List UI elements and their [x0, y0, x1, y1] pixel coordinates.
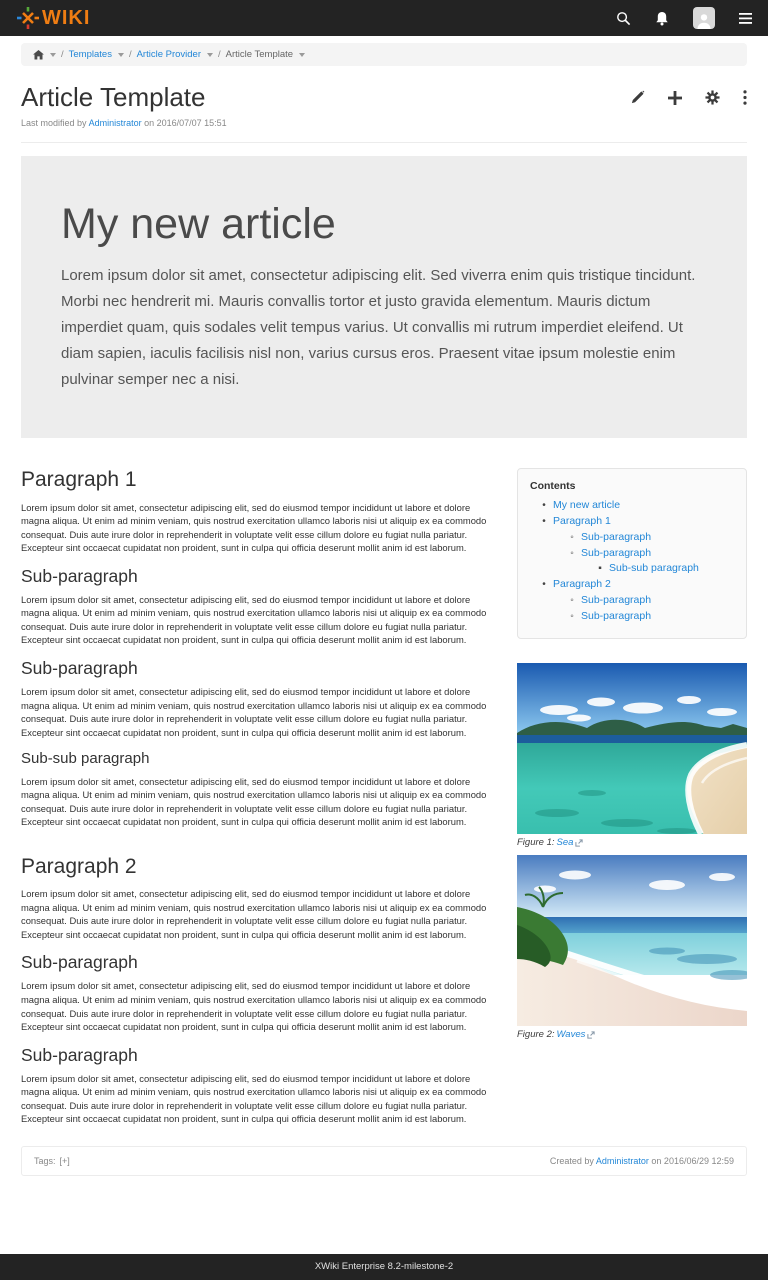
- hero-intro-text: Lorem ipsum dolor sit amet, consectetur adipiscing elit. Sed viverra enim quis tristique tincidunt. Morbi nec hendrerit mi. Mauris convallis tortor et justo gravida elementum. Mauris dictum imperdiet quam, quis sodales velit tempus varius. Ut convallis mi rutrum imperdiet eleifend. Ut diam sapien, iaculis facilisis nisl non, varius cursus eros. Praesent vitae ipsum molestie enim pulvinar semper nec a nisi.: [61, 267, 696, 388]
- breadcrumb-article-provider[interactable]: Article Provider: [136, 49, 202, 60]
- list-bullet: ◦: [570, 547, 574, 559]
- figure-waves-link[interactable]: Waves: [556, 1029, 586, 1041]
- list-bullet: •: [542, 516, 546, 528]
- last-modified-line: Last modified by Administrator on 2016/07/07 15:51: [21, 118, 227, 129]
- section-body: Lorem ipsum dolor sit amet, consectetur adipiscing elit, sed do eiusmod tempor incididunt ut labore et dolore magna aliqua. Ut enim ad minim veniam, quis nostrud exercitation ullamco laboris nisi ut aliquip ex ea commodo consequat. Duis aute irure dolor in reprehenderit in voluptate velit esse cillum dolore eu fugiat nulla pariatur. Excepteur sint occaecat cupidatat non proident, sunt in culpa qui officia deserunt mollit anim id est laborum.: [21, 686, 487, 738]
- site-footer: [0, 1254, 768, 1280]
- contents-title: Contents: [530, 480, 576, 493]
- section-heading: Sub-sub paragraph: [21, 750, 150, 768]
- figure-caption: Figure 2: Waves: [517, 1029, 747, 1040]
- section-body: Lorem ipsum dolor sit amet, consectetur adipiscing elit, sed do eiusmod tempor incididunt ut labore et dolore magna aliqua. Ut enim ad minim veniam, quis nostrud exercitation ullamco laboris nisi ut aliquip ex ea commodo consequat. Duis aute irure dolor in reprehenderit in voluptate velit esse cillum dolore eu fugiat nulla pariatur. Excepteur sint occaecat cupidatat non proident, sunt in culpa qui officia deserunt mollit anim id est laborum.: [21, 593, 487, 646]
- figure-sea: [517, 663, 747, 848]
- search-icon[interactable]: [616, 11, 631, 26]
- chevron-down-icon[interactable]: [207, 53, 213, 57]
- add-plus-icon[interactable]: [668, 91, 682, 105]
- list-bullet: ◦: [570, 531, 574, 543]
- list-bullet: ▪: [598, 563, 602, 575]
- xwiki-logo[interactable]: [16, 6, 90, 30]
- figure-image-waves: [517, 855, 747, 1026]
- bell-icon[interactable]: [655, 11, 669, 26]
- external-link-icon: [587, 1031, 595, 1039]
- tags-label: Tags:: [34, 1155, 56, 1166]
- section-heading: Sub-paragraph: [21, 1044, 138, 1065]
- created-by-user-link[interactable]: Administrator: [595, 1155, 649, 1166]
- add-tag-button[interactable]: [+]: [59, 1155, 70, 1166]
- person-icon: [695, 11, 713, 29]
- user-avatar[interactable]: [693, 7, 715, 29]
- section-heading: Paragraph 1: [21, 468, 137, 492]
- section-heading: Sub-paragraph: [21, 952, 138, 973]
- section-body: Lorem ipsum dolor sit amet, consectetur adipiscing elit, sed do eiusmod tempor incididunt ut labore et dolore magna aliqua. Ut enim ad minim veniam, quis nostrud exercitation ullamco laboris nisi ut aliquip ex ea commodo consequat. Duis aute irure dolor in reprehenderit in voluptate velit esse cillum dolore eu fugiat nulla pariatur. Excepteur sint occaecat cupidatat non proident, sunt in culpa qui officia deserunt mollit anim id est laborum.: [21, 888, 487, 940]
- figure-image-sea: [517, 663, 747, 834]
- toc-item: [530, 609, 734, 625]
- hamburger-menu-icon[interactable]: [739, 13, 752, 24]
- article-hero: [21, 156, 747, 438]
- document-footer: [21, 1146, 747, 1176]
- toc-item: [530, 577, 734, 593]
- figure-waves: [517, 855, 747, 1040]
- created-line: Created by Administrator on 2016/06/29 12:59: [549, 1155, 734, 1166]
- toc-link[interactable]: My new article: [553, 499, 621, 512]
- toc-link[interactable]: Sub-paragraph: [581, 546, 652, 559]
- breadcrumb: / Templates / Article Provider / Article Template: [21, 43, 747, 66]
- list-bullet: •: [542, 500, 546, 512]
- figure-caption: Figure 1: Sea: [517, 837, 747, 848]
- figure-sea-link[interactable]: Sea: [556, 837, 574, 849]
- external-link-icon: [575, 839, 583, 847]
- edit-pencil-icon[interactable]: [630, 90, 645, 105]
- toc-link[interactable]: Sub-paragraph: [581, 609, 652, 622]
- contents-list: [530, 498, 734, 624]
- section-body: Lorem ipsum dolor sit amet, consectetur adipiscing elit, sed do eiusmod tempor incididunt ut labore et dolore magna aliqua. Ut enim ad minim veniam, quis nostrud exercitation ullamco laboris nisi ut aliquip ex ea commodo consequat. Duis aute irure dolor in reprehenderit in voluptate velit esse cillum dolore eu fugiat nulla pariatur. Excepteur sint occaecat cupidatat non proident, sunt in culpa qui officia deserunt mollit anim id est laborum.: [21, 980, 487, 1033]
- chevron-down-icon[interactable]: [50, 53, 56, 57]
- section-body: Lorem ipsum dolor sit amet, consectetur adipiscing elit, sed do eiusmod tempor incididunt ut labore et dolore magna aliqua. Ut enim ad minim veniam, quis nostrud exercitation ullamco laboris nisi ut aliquip ex ea commodo consequat. Duis aute irure dolor in reprehenderit in voluptate velit esse cillum dolore eu fugiat nulla pariatur. Excepteur sint occaecat cupidatat non proident, sunt in culpa qui officia deserunt mollit anim id est laborum.: [21, 775, 487, 828]
- list-bullet: ◦: [570, 610, 574, 622]
- home-icon[interactable]: [33, 50, 44, 60]
- contents-panel: [517, 468, 747, 639]
- page-title: Article Template: [21, 82, 206, 112]
- toc-link[interactable]: Sub-paragraph: [581, 593, 652, 606]
- modified-by-user-link[interactable]: Administrator: [88, 118, 142, 129]
- toc-link[interactable]: Sub-paragraph: [581, 530, 652, 543]
- section-body: Lorem ipsum dolor sit amet, consectetur adipiscing elit, sed do eiusmod tempor incididunt ut labore et dolore magna aliqua. Ut enim ad minim veniam, quis nostrud exercitation ullamco laboris nisi ut aliquip ex ea commodo consequat. Duis aute irure dolor in reprehenderit in voluptate velit esse cillum dolore eu fugiat nulla pariatur. Excepteur sint occaecat cupidatat non proident, sunt in culpa qui officia deserunt mollit anim id est laborum.: [21, 501, 487, 554]
- right-sidebar: [517, 468, 747, 1040]
- toc-item: [530, 561, 734, 577]
- version-text: XWiki Enterprise 8.2-milestone-2: [314, 1261, 454, 1272]
- section-heading: Sub-paragraph: [21, 658, 138, 679]
- settings-gear-icon[interactable]: [705, 90, 720, 105]
- section-heading: Paragraph 2: [21, 855, 137, 879]
- breadcrumb-templates[interactable]: Templates: [68, 49, 112, 60]
- xwiki-asterisk-icon: [16, 6, 40, 30]
- breadcrumb-current: Article Template: [225, 49, 294, 60]
- toc-item: [530, 546, 734, 562]
- toc-item: [530, 514, 734, 530]
- toc-item: [530, 530, 734, 546]
- article-content: [21, 468, 500, 1134]
- toc-item: [530, 593, 734, 609]
- toc-item: [530, 498, 734, 514]
- toc-link[interactable]: Sub-sub paragraph: [609, 562, 699, 575]
- list-bullet: •: [542, 579, 546, 591]
- top-navbar: [0, 0, 768, 36]
- toc-link[interactable]: Paragraph 2: [553, 578, 611, 591]
- list-bullet: ◦: [570, 594, 574, 606]
- logo-text: WIKI: [42, 7, 91, 29]
- section-body: Lorem ipsum dolor sit amet, consectetur adipiscing elit, sed do eiusmod tempor incididunt ut labore et dolore magna aliqua. Ut enim ad minim veniam, quis nostrud exercitation ullamco laboris nisi ut aliquip ex ea commodo consequat. Duis aute irure dolor in reprehenderit in voluptate velit esse cillum dolore eu fugiat nulla pariatur. Excepteur sint occaecat cupidatat non proident, sunt in culpa qui officia deserunt mollit anim id est laborum.: [21, 1072, 487, 1125]
- chevron-down-icon[interactable]: [299, 53, 305, 57]
- more-kebab-icon[interactable]: [743, 90, 747, 105]
- section-heading: Sub-paragraph: [21, 565, 138, 586]
- chevron-down-icon[interactable]: [118, 53, 124, 57]
- toc-link[interactable]: Paragraph 1: [553, 515, 611, 528]
- header-divider: [21, 142, 747, 143]
- hero-title: My new article: [61, 200, 336, 249]
